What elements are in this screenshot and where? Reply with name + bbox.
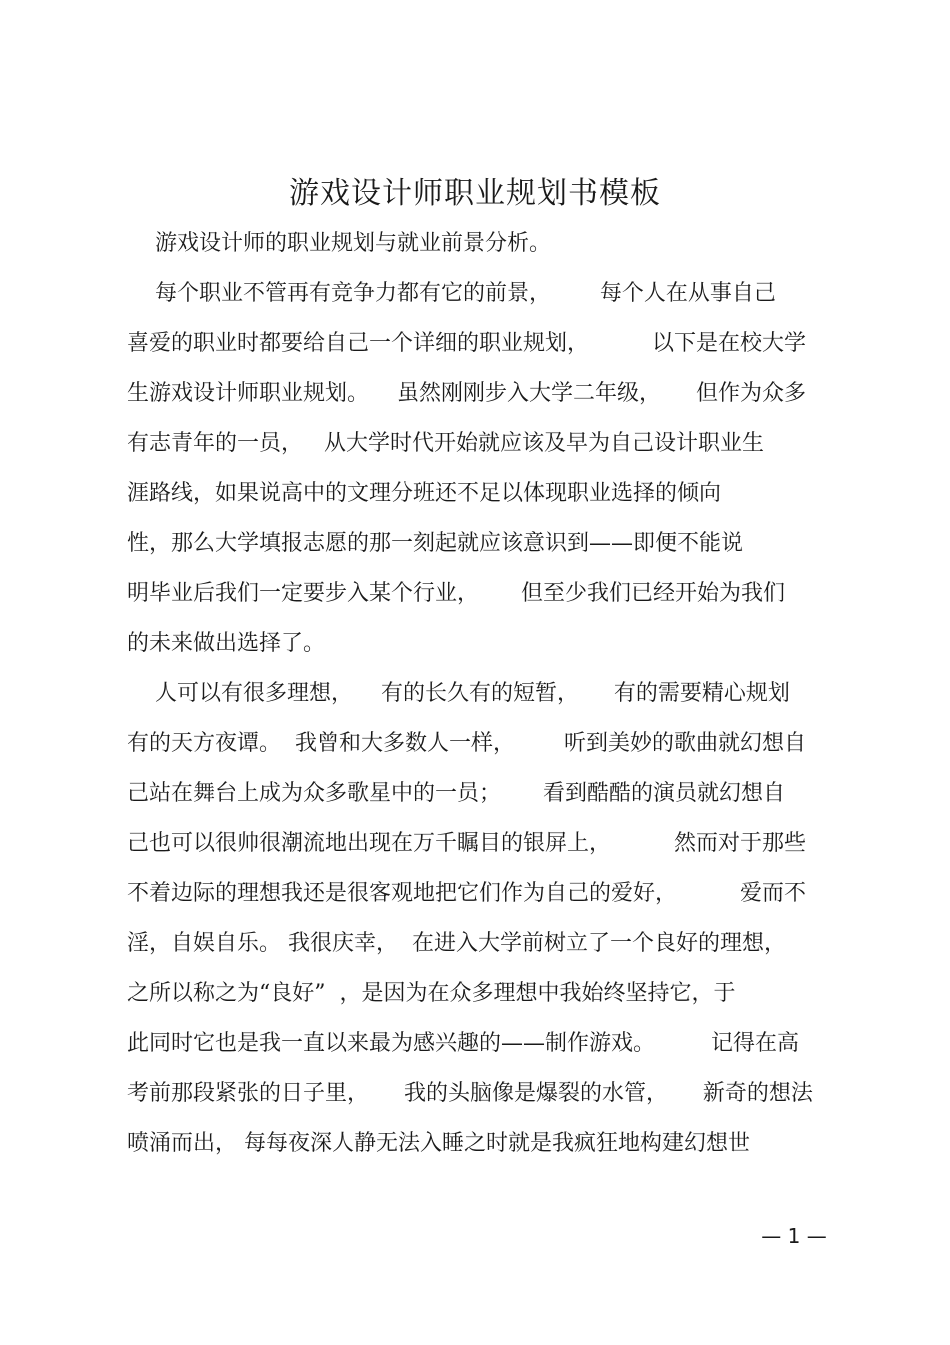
paragraph-line: 人可以有很多理想， 有的长久有的短暂， 有的需要精心规划 bbox=[127, 681, 790, 706]
paragraph-line: 游戏设计师的职业规划与就业前景分析。 bbox=[127, 231, 551, 256]
paragraph-line: 己站在舞台上成为众多歌星中的一员； 看到酷酷的演员就幻想自 bbox=[127, 781, 785, 806]
paragraph-line: 生游戏设计师职业规划。 虽然刚刚步入大学二年级， 但作为众多 bbox=[127, 381, 806, 406]
document-title: 游戏设计师职业规划书模板 bbox=[289, 176, 661, 211]
paragraph-line: 淫，自娱自乐。 我很庆幸， 在进入大学前树立了一个良好的理想， bbox=[127, 931, 786, 956]
paragraph-line: 明毕业后我们一定要步入某个行业， 但至少我们已经开始为我们 bbox=[127, 581, 785, 606]
paragraph-line: 涯路线，如果说高中的文理分班还不足以体现职业选择的倾向 bbox=[127, 481, 722, 506]
paragraph-line: 喷涌而出， 每每夜深人静无法入睡之时就是我疯狂地构建幻想世 bbox=[127, 1131, 750, 1156]
paragraph-line: 喜爱的职业时都要给自己一个详细的职业规划， 以下是在校大学 bbox=[127, 331, 806, 356]
paragraph-line: 性，那么大学填报志愿的那一刻起就应该意识到——即便不能说 bbox=[127, 531, 744, 556]
paragraph-line: 有志青年的一员， 从大学时代开始就应该及早为自己设计职业生 bbox=[127, 431, 764, 456]
paragraph-line: 考前那段紧张的日子里， 我的头脑像是爆裂的水管， 新奇的想法 bbox=[127, 1081, 813, 1106]
paragraph-line: 己也可以很帅很潮流地出现在万千瞩目的银屏上， 然而对于那些 bbox=[127, 831, 806, 856]
paragraph-line: 之所以称之为“良好” ，是因为在众多理想中我始终坚持它，于 bbox=[127, 981, 736, 1006]
paragraph-line: 有的天方夜谭。 我曾和大多数人一样， 听到美妙的歌曲就幻想自 bbox=[127, 731, 806, 756]
page-number: — 1 — bbox=[761, 1224, 827, 1248]
paragraph-line: 不着边际的理想我还是很客观地把它们作为自己的爱好， 爱而不 bbox=[127, 881, 806, 906]
paragraph-line: 每个职业不管再有竞争力都有它的前景， 每个人在从事自己 bbox=[127, 281, 776, 306]
paragraph-line: 此同时它也是我一直以来最为感兴趣的——制作游戏。 记得在高 bbox=[127, 1031, 799, 1056]
paragraph-line: 的未来做出选择了。 bbox=[127, 631, 326, 656]
